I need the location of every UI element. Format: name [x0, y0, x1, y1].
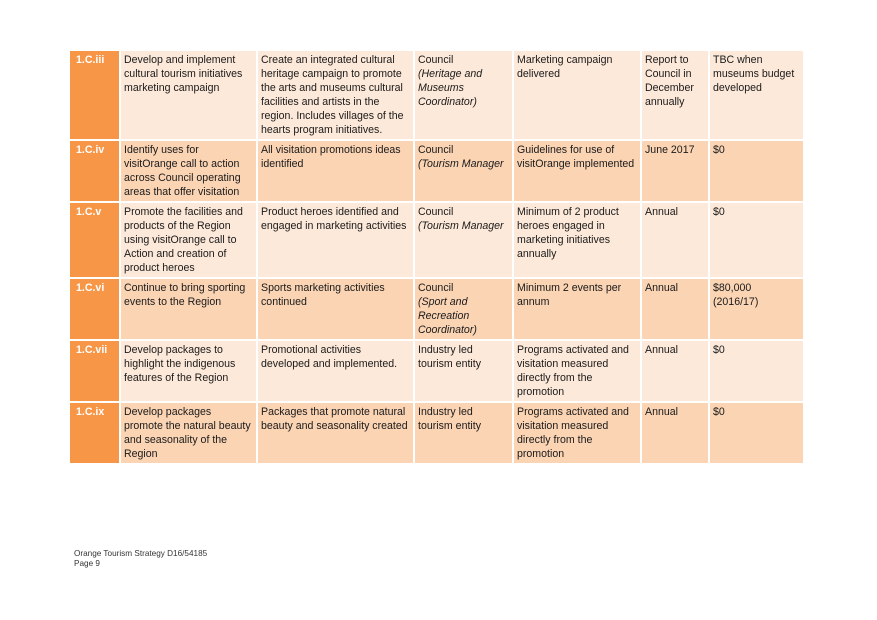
action-output: Create an integrated cultural heritage campaign to promote the arts and museums cultural facilities and artists in the region. Includes villages of the hearts program initiatives. — [258, 51, 413, 139]
action-description: Develop and implement cultural tourism initiatives marketing campaign — [121, 51, 256, 139]
performance-measure: Marketing campaign delivered — [514, 51, 640, 139]
timeframe: Annual — [642, 403, 708, 463]
responsibility — [415, 403, 512, 463]
performance-measure: Minimum of 2 product heroes engaged in marketing initiatives annually — [514, 203, 640, 277]
action-code: 1.C.iv — [70, 141, 119, 201]
responsible-organisation: Council — [418, 144, 454, 156]
page-number: Page 9 — [74, 559, 100, 568]
budget: $0 — [710, 341, 803, 401]
budget: $80,000 (2016/17) — [710, 279, 803, 339]
action-output: Sports marketing activities continued — [258, 279, 413, 339]
performance-measure: Programs activated and visitation measured directly from the promotion — [514, 403, 640, 463]
responsible-role: (Sport and Recreation Coordinator) — [418, 296, 477, 336]
table-row — [70, 203, 803, 277]
performance-measure: Programs activated and visitation measured directly from the promotion — [514, 341, 640, 401]
action-description: Identify uses for visitOrange call to action across Council operating areas that offer visitation — [121, 141, 256, 201]
action-code: 1.C.vi — [70, 279, 119, 339]
action-plan-table — [68, 49, 805, 465]
responsible-organisation: Industry led tourism entity — [418, 344, 481, 370]
budget: TBC when museums budget developed — [710, 51, 803, 139]
budget: $0 — [710, 141, 803, 201]
action-code: 1.C.vii — [70, 341, 119, 401]
action-output: Product heroes identified and engaged in marketing activities — [258, 203, 413, 277]
responsible-organisation: Council — [418, 54, 454, 66]
action-code: 1.C.ix — [70, 403, 119, 463]
table-row — [70, 51, 803, 139]
table-row — [70, 141, 803, 201]
responsible-organisation: Council — [418, 206, 454, 218]
action-output: Packages that promote natural beauty and seasonality created — [258, 403, 413, 463]
performance-measure: Minimum 2 events per annum — [514, 279, 640, 339]
responsibility — [415, 141, 512, 201]
page-footer — [74, 549, 207, 569]
action-output: Promotional activities developed and implemented. — [258, 341, 413, 401]
action-code: 1.C.iii — [70, 51, 119, 139]
table-row — [70, 403, 803, 463]
action-description: Continue to bring sporting events to the Region — [121, 279, 256, 339]
timeframe: Annual — [642, 341, 708, 401]
table-row — [70, 341, 803, 401]
timeframe: Annual — [642, 279, 708, 339]
timeframe: Annual — [642, 203, 708, 277]
responsibility — [415, 279, 512, 339]
action-output: All visitation promotions ideas identified — [258, 141, 413, 201]
responsible-role: (Tourism Manager — [418, 158, 504, 170]
action-description: Develop packages promote the natural beauty and seasonality of the Region — [121, 403, 256, 463]
responsibility — [415, 341, 512, 401]
responsible-organisation: Council — [418, 282, 454, 294]
responsible-role: (Tourism Manager — [418, 220, 504, 232]
responsibility — [415, 51, 512, 139]
responsible-organisation: Industry led tourism entity — [418, 406, 481, 432]
action-description: Develop packages to highlight the indigenous features of the Region — [121, 341, 256, 401]
timeframe: June 2017 — [642, 141, 708, 201]
performance-measure: Guidelines for use of visitOrange implemented — [514, 141, 640, 201]
budget: $0 — [710, 203, 803, 277]
document-reference: Orange Tourism Strategy D16/54185 — [74, 549, 208, 558]
timeframe: Report to Council in December annually — [642, 51, 708, 139]
action-description: Promote the facilities and products of the Region using visitOrange call to Action and creation of product heroes — [121, 203, 256, 277]
budget: $0 — [710, 403, 803, 463]
table-row — [70, 279, 803, 339]
responsible-role: (Heritage and Museums Coordinator) — [418, 68, 483, 108]
responsibility — [415, 203, 512, 277]
action-code: 1.C.v — [70, 203, 119, 277]
